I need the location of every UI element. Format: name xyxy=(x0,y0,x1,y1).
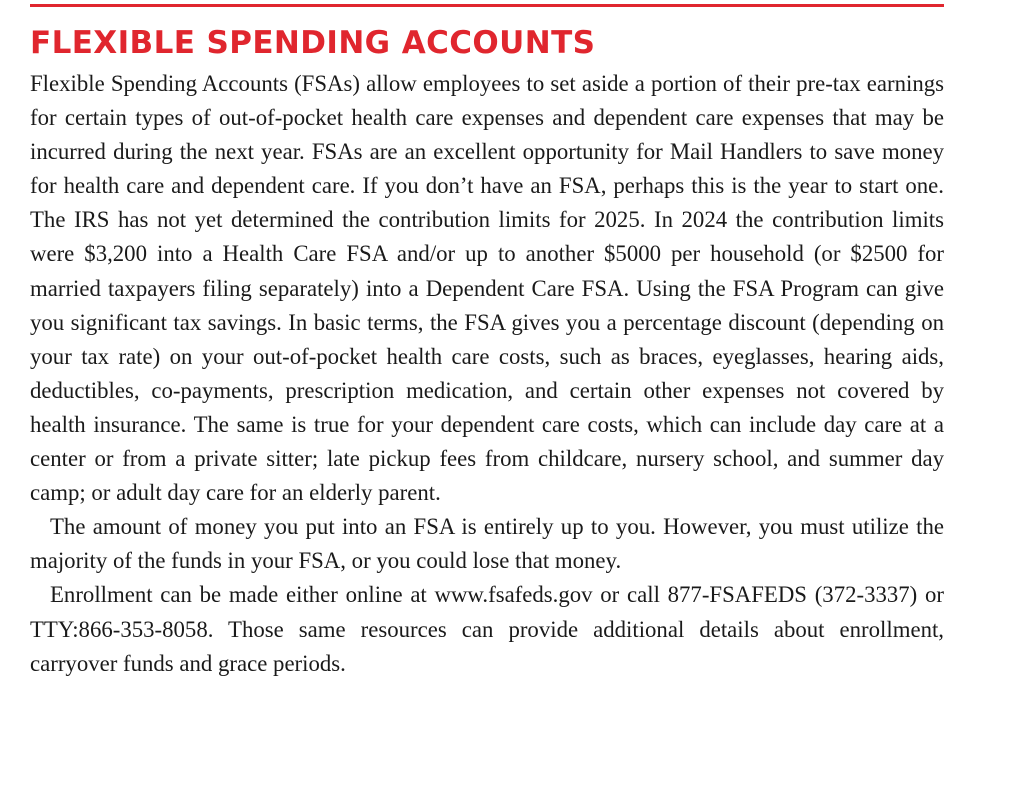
article xyxy=(30,0,944,681)
article-heading: FLEXIBLE SPENDING ACCOUNTS xyxy=(30,25,596,61)
paragraph-amount: The amount of money you put into an FSA is entirely up to you. However, you must utilize the majority of the funds in your FSA, or you could lose that money. xyxy=(30,514,944,574)
paragraph-enrollment: Enrollment can be made either online at www.fsafeds.gov or call 877-FSAFEDS (372-3337) or TTY:866-353-8058. Those same resources can provide additional details about enrollment, carryover funds and grace periods. xyxy=(30,582,944,676)
paragraph-intro: Flexible Spending Accounts (FSAs) allow employees to set aside a portion of their pre-tax earnings for certain types of out-of-pocket health care expenses and dependent care expenses that may be incurred during the next year. FSAs are an excellent opportunity for Mail Handlers to save money for health care and dependent care. If you don’t have an FSA, perhaps this is the year to start one. The IRS has not yet determined the contribution limits for 2025. In 2024 the contribution limits were $3,200 into a Health Care FSA and/or up to another $5000 per household (or $2500 for married taxpayers filing separately) into a Dependent Care FSA. Using the FSA Program can give you significant tax savings. In basic terms, the FSA gives you a percentage discount (depending on your tax rate) on your out-of-pocket health care costs, such as braces, eyeglasses, hearing aids, deductibles, co-payments, prescription medication, and certain other expenses not covered by health insurance. The same is true for your dependent care costs, which can include day care at a center or from a private sitter; late pickup fees from childcare, nursery school, and summer day camp; or adult day care for an elderly parent. xyxy=(30,71,944,506)
article-body xyxy=(30,67,944,681)
top-rule xyxy=(30,4,944,7)
